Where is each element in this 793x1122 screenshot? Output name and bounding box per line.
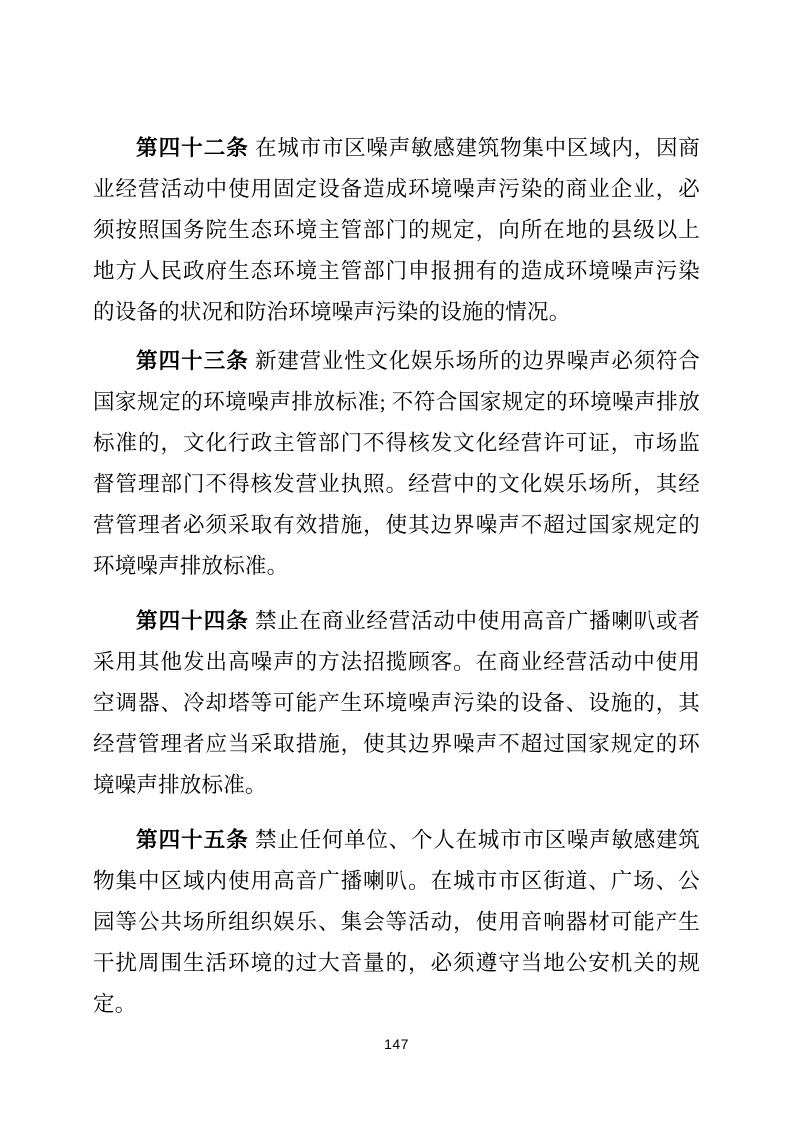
article-label: 第四十四条 xyxy=(136,609,249,633)
page-body xyxy=(93,128,700,1033)
article-paragraph xyxy=(93,341,700,587)
page-number: 147 xyxy=(384,1036,409,1052)
article-text: 禁止任何单位、个人在城市市区噪声敏感建筑物集中区域内使用高音广播喇叭。在城市市区街道、广场、公园等公共场所组织娱乐、集会等活动，使用音响器材可能产生干扰周围生活环境的过大音量的，必须遵守当地公安机关的规定。 xyxy=(93,828,700,1016)
article-label: 第四十二条 xyxy=(136,136,249,160)
article-text: 在城市市区噪声敏感建筑物集中区域内，因商业经营活动中使用固定设备造成环境噪声污染的商业企业，必须按照国务院生态环境主管部门的规定，向所在地的县级以上地方人民政府生态环境主管部门申报拥有的造成环境噪声污染的设备的状况和防治环境噪声污染的设施的情况。 xyxy=(93,136,700,324)
article-paragraph xyxy=(93,601,700,806)
article-label: 第四十三条 xyxy=(136,349,249,373)
article-text: 禁止在商业经营活动中使用高音广播喇叭或者采用其他发出高噪声的方法招揽顾客。在商业经营活动中使用空调器、冷却塔等可能产生环境噪声污染的设备、设施的，其经营管理者应当采取措施，使其边界噪声不超过国家规定的环境噪声排放标准。 xyxy=(93,609,700,797)
article-paragraph xyxy=(93,820,700,1025)
article-paragraph xyxy=(93,128,700,333)
article-text: 新建营业性文化娱乐场所的边界噪声必须符合国家规定的环境噪声排放标准; 不符合国家规定的环境噪声排放标准的，文化行政主管部门不得核发文化经营许可证，市场监督管理部门不得核发营业执照。经营中的文化娱乐场所，其经营管理者必须采取有效措施，使其边界噪声不超过国家规定的环境噪声排放标准。 xyxy=(93,349,700,578)
article-label: 第四十五条 xyxy=(136,828,249,852)
